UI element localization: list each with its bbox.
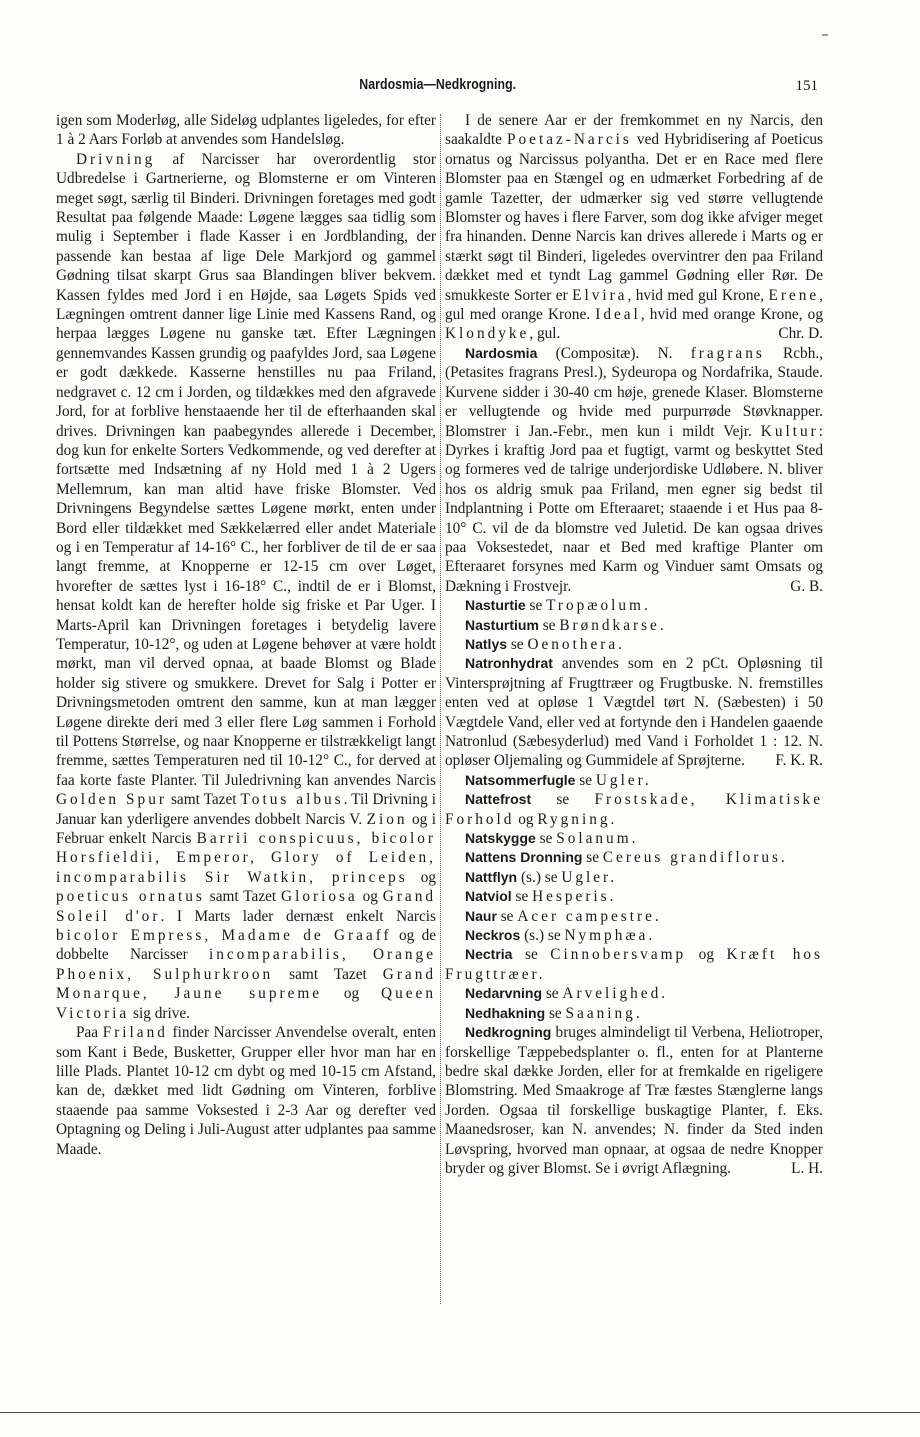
entry	[445, 829, 823, 848]
spaced-term: Friland	[102, 1024, 168, 1042]
variety-name: Poetaz-Narcis	[507, 131, 632, 149]
entry	[445, 984, 823, 1003]
species-name: fragrans	[690, 344, 765, 362]
cross-reference: Kræft hos Frugttræer.	[445, 946, 823, 983]
entry-term: Natlys	[465, 635, 508, 652]
author-signature: F. K. R.	[775, 752, 823, 770]
entry	[445, 635, 823, 654]
entry-text: se	[575, 771, 596, 789]
entry-text: se	[535, 830, 557, 848]
left-column	[56, 111, 436, 1159]
entry	[445, 907, 823, 926]
entry-text: se	[525, 597, 547, 615]
entry-text: se	[542, 985, 563, 1003]
entry-term: Nattflyn	[465, 868, 518, 885]
variety-name: incomparabilis, Orange Phoenix, Sulphurkroon	[56, 946, 436, 983]
paragraph-text: og	[357, 888, 383, 906]
paragraph-text: og	[407, 868, 437, 886]
variety-name: bicolor Empress, Madame de Graaff	[56, 927, 392, 945]
paragraph-text: og	[322, 985, 382, 1003]
entry-term: Naur	[465, 907, 497, 924]
page-bottom-rule	[0, 1412, 920, 1413]
paragraph-text: af Narcisser har overordentlig stor Udbredelse i Gartnerierne, og Blomsterne er om Vinteren meget søgt, særlig til Binderi. Drivningen foretages med godt Resultat paa følgende Maade: Løgene lægges saa tidlig som mulig i September i flade Kasser i en Jordblanding, der passende kan bestaa af lige Dele Markjord og gammel Gødning tilsat skarpt Grus saa Blandingen bliver bekvem. Kassen fyldes med Jord i en Højde, saa Løgets Spids ved Lægningen omtrent danner lige Linie med Kassens Rand, og herpaa lægges Løgene nu ganske tæt. Efter Lægningen gennemvandes Kassen grundig og paafyldes Jord, saa Løgene er godt dækkede. Kasserne henstilles nu paa Friland, nedgravet c. 12 cm i Jorden, og tildækkes med den afgravede Jord, for at forblive henstaaende her til de efterhaanden skal drives. Drivningen kan paabegyndes allerede i December, dog kun for enkelte Sorters Vedkommende, og ved derefter at fortsætte med Indsætning af ny Hold med 1 à 2 Ugers Mellemrum, kan man altid have friske Blomster. Ved Drivningens Begyndelse sættes Løgene mørkt, enten under Bord eller tildækket med Sækkelærred eller andet Materiale og i en Temperatur af 14-16° C., her forbliver de til de er saa langt fremme, at Knopperne er 12-15 cm over Løget, hvorefter de sættes lyst i 16-18° C., indtil de er i Blomst, hensat koldt kan de herefter holde sig friske et Par Uger. I Marts-April kan Drivningen foretages i betydelig lavere Temperatur, 10-12°, og uden at Løgene behøver at være holdt mørkt, man vil derved opnaa, at baade Blomst og Blade holder sig stivere og smukkere. Drevet for Salg i Potter er Drivningsmetoden omtrent den samme, kun at man lægger Løgene direkte deri med 3 eller flere Løg sammen i Forhold til Pottens Størrelse, og naar Knopperne er tilstrækkeligt langt fremme, sættes Temperaturen ned til 10-12° C., for derved at faa korte faste Planter. Til Juledrivning kan anvendes Narcis	[56, 150, 436, 789]
paragraph-text: ved Hybridisering af Poeticus ornatus og Narcissus polyantha. Det er en Race med flere Blomster paa en Stængel og en udmærket Forbedring af de gamle Tazetter, der udmærker sig ved større vellugtende Blomster og haves i flere Farver, som dog ikke afviger meget fra hinanden. Denne Narcis kan drives allerede i Marts og er stærkt søgt til Binderi, ligeledes overvintrer den paa Friland dækket med et tyndt Lag gammel Gødning eller Rør. De smukkeste Sorter er	[445, 131, 823, 304]
variety-name: Queen Victoria	[56, 985, 436, 1022]
paragraph-text: samt Tazet	[204, 888, 282, 906]
entry-term: Nasturtium	[465, 616, 539, 633]
variety-name: Grand Soleil d'or	[56, 888, 436, 925]
right-column	[445, 111, 823, 1178]
entry-term: Natviol	[465, 888, 512, 905]
entry-text: se	[507, 635, 528, 653]
entry-term: Nectria	[465, 946, 513, 963]
variety-name: Klondyke	[445, 325, 530, 343]
paragraph-text: Paa	[76, 1024, 103, 1042]
running-title: Nardosmia—Nedkrogning.	[359, 76, 517, 93]
entry-text: (s.) se	[517, 868, 562, 886]
entry	[445, 771, 823, 790]
entry-text: og	[514, 810, 538, 828]
cross-reference: Rygning.	[537, 810, 618, 828]
entry-text: bruges almindeligt til Verbena, Heliotroper, forskellige Tæppebedsplanter o. fl., enten for at Planterne bedre skal dække Jorden, eller for at fremkalde en rigeligere Blomstring. Med Smaakroge af Træ fæstes Stænglerne langs Jorden. Ogsaa til forskellige buskagtige Planter, f. Eks. Maanedsroser, kan N. anvendes; N. finder da Sted inden Løvspring, hvorved man opnaar, at ogsaa de nedre Knopper bryder og giver Blomst. Se i øvrigt Aflægning.	[445, 1024, 823, 1177]
entry	[445, 596, 823, 615]
spaced-term: Kultur	[760, 422, 819, 440]
variety-name: poeticus ornatus	[56, 888, 205, 906]
spaced-term: Drivning	[76, 150, 156, 168]
paragraph-text: sig drive.	[129, 1004, 190, 1022]
paragraph-text: , hvid med gul Krone,	[627, 286, 769, 304]
entry	[445, 945, 823, 984]
entry-text: se	[545, 1004, 566, 1022]
entry-text: se	[538, 616, 560, 634]
paragraph-text: , gul.	[529, 325, 561, 343]
entry	[445, 1004, 823, 1023]
entry	[445, 1023, 823, 1178]
cross-reference: Nymphæa.	[564, 927, 656, 945]
paragraph	[56, 150, 436, 1023]
column-divider	[440, 114, 441, 1304]
entry-term: Nardosmia	[465, 344, 538, 361]
paragraph-text: finder Narcisser Anvendelse overalt, enten som Kant i Bede, Busketter, Grupper eller hvor man har en lille Plads. Plantet 10-12 cm dybt og med 10-15 cm Afstand, kan de, dækket med lidt Gødning om Vinteren, forblive staaende paa samme Voksested i 2-3 Aar og derefter ved Optagning og Deling i Juli-August atter udplantes paa samme Maade.	[56, 1024, 436, 1158]
paragraph	[445, 111, 823, 344]
cross-reference: Oenothera.	[527, 635, 625, 653]
paragraph-text: . I Marts lader dernæst enkelt Narcis	[160, 907, 436, 925]
entry-term: Neckros	[465, 927, 521, 944]
entry-text: anvendes som en 2 pCt. Opløsning til Vintersprøjtning af Frugttræer og Frugtbuske. N. fremstilles enten ved at opløse 1 Vægtdel tørt N. (Sæbesten) i 50 Vægtdele Vand, eller ved at fortynde den i Handelen gaaende Natronlud (Sæbesyderlud) med Vand i Forholdet 1 : 12. N. opløser Oljemaling og Gummidele af Sprøjterne.	[445, 655, 823, 770]
variety-name: Erene	[768, 286, 820, 304]
variety-name: Totus albus	[240, 791, 344, 809]
entry-text: Rcbh., (Petasites fragrans Presl.), Sydeuropa og Nordafrika, Staude. Kurvene sidder i 30-40 cm høje, grenede Klaser. Blomsterne er vellugtende og hvide med purpurrøde Støvknapper. Blomstrer i Jan.-Febr., men kun i mildt Vejr.	[445, 344, 823, 440]
entry	[445, 926, 823, 945]
entry-term: Nattens Dronning	[465, 849, 583, 866]
corner-mark	[822, 34, 828, 36]
variety-name: Zion	[366, 810, 408, 828]
entry-term: Natronhydrat	[465, 655, 553, 672]
entry	[445, 887, 823, 906]
paragraph-text: , gul med orange Krone.	[445, 286, 823, 324]
cross-reference: Cinnobersvamp	[550, 946, 687, 964]
entry-text: se	[531, 791, 595, 809]
author-signature: Chr. D.	[778, 325, 823, 343]
paragraph-text: . Til Drivning i Januar kan yderligere anvendes dobbelt Narcis V.	[56, 791, 437, 828]
cross-reference: Tropæolum.	[546, 597, 651, 615]
entry-text: se	[512, 946, 551, 964]
entry	[445, 868, 823, 887]
cross-reference: Hesperis.	[532, 888, 617, 906]
paragraph-text: , hvid med orange Krone, og	[640, 306, 823, 324]
author-signature: G. B.	[790, 577, 823, 595]
paragraph-text: og de dobbelte Narcisser	[56, 927, 437, 964]
paragraph-text: og i Februar enkelt Narcis	[56, 810, 436, 848]
entry	[445, 344, 823, 596]
variety-name: Barrii conspicuus, bicolor Horsfieldii, Emperor, Glory of Leiden, incomparabilis Sir Watkin, princeps	[56, 830, 436, 886]
variety-name: Gloriosa	[281, 888, 358, 906]
page-header	[38, 76, 838, 100]
entry-text: se	[582, 849, 603, 867]
cross-reference: Saaning.	[565, 1004, 643, 1022]
variety-name: Ideal	[595, 306, 641, 324]
cross-reference: Acer campestre.	[517, 907, 662, 925]
entry-text: (Compositæ). N.	[537, 344, 691, 362]
entry-term: Nasturtie	[465, 597, 526, 614]
paragraph-text: I de senere Aar er der fremkommet en ny Narcis, den saakaldte	[445, 112, 823, 149]
paragraph	[56, 1023, 436, 1159]
entry-text: (s.) se	[520, 927, 565, 945]
cross-reference: Ugler.	[561, 868, 618, 886]
paragraph: igen som Moderløg, alle Sideløg udplantes ligeledes, for efter 1 à 2 Aars Forløb at anvendes som Handelsløg.	[56, 112, 436, 149]
entry	[445, 848, 823, 867]
variety-name: Elvira	[572, 286, 628, 304]
cross-reference: Frostskade, Klimatiske Forhold	[445, 791, 823, 828]
paragraph-text: samt Tazet	[273, 965, 383, 983]
entry-term: Nedhakning	[465, 1004, 546, 1021]
entry	[445, 790, 823, 829]
cross-reference: Solanum.	[556, 830, 639, 848]
cross-reference: Cereus grandiflorus.	[602, 849, 788, 867]
entry-term: Nattefrost	[465, 791, 532, 808]
entry-term: Natsommerfugle	[465, 771, 576, 788]
cross-reference: Ugler.	[595, 771, 652, 789]
entry-term: Nedkrogning	[465, 1024, 552, 1041]
entry-text: og	[686, 946, 727, 964]
entry-text: : Dyrkes i kraftig Jord paa et fugtigt, varmt og beskyttet Sted og formeres ved de talrige underjordiske Udløbere. N. bliver hos os aldrig smuk paa Friland, men egner sig bedst til Indplantning i Potte om Efteraaret; staaende i et Hus paa 8-10° C. vil de da blomstre ved Juletid. De kan ogsaa drives paa Voksestedet, naar et Bed med kraftige Planter om Efteraaret forsynes med Karm og Vinduer samt Omsats og Dækning i Frostvejr.	[445, 422, 823, 595]
paragraph-text: samt Tazet	[166, 791, 241, 809]
entry-text: se	[496, 907, 518, 925]
author-signature: L. H.	[791, 1159, 823, 1177]
variety-name: Grand Monarque, Jaune supreme	[56, 965, 437, 1003]
entry	[445, 654, 823, 770]
cross-reference: Brøndkarse.	[559, 616, 667, 634]
entry-term: Nedarvning	[465, 985, 543, 1002]
page-number: 151	[795, 78, 818, 94]
entry-term: Natskygge	[465, 830, 536, 847]
cross-reference: Arvelighed.	[562, 985, 669, 1003]
variety-name: Golden Spur	[56, 791, 167, 809]
entry-text: se	[511, 888, 533, 906]
entry	[445, 616, 823, 635]
